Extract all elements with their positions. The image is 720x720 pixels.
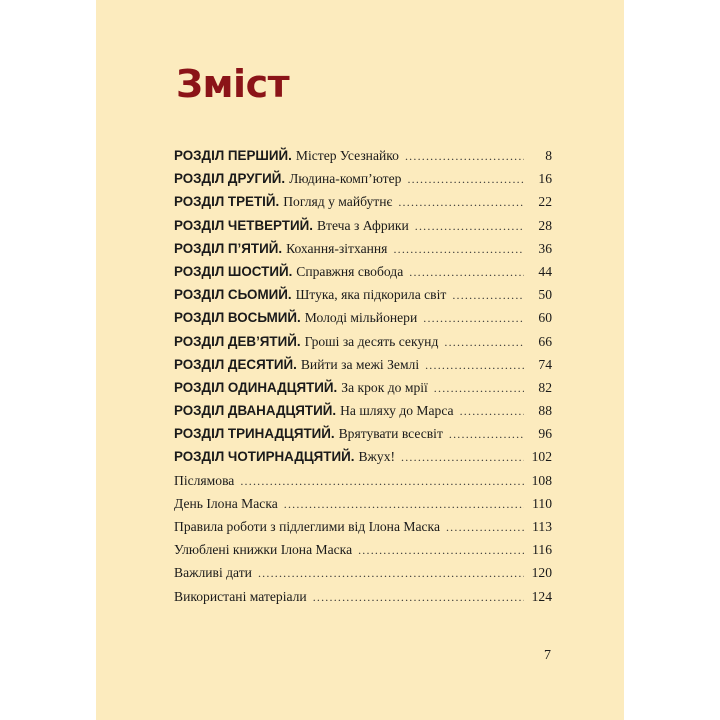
chapter-number: РОЗДІЛ СЬОМИЙ. bbox=[174, 287, 292, 303]
toc-entry bbox=[174, 589, 552, 612]
dot-leader bbox=[452, 288, 524, 303]
section-title: Післямова bbox=[174, 472, 235, 488]
chapter-number: РОЗДІЛ ТРЕТІЙ. bbox=[174, 194, 280, 210]
section-title: Важливі дати bbox=[174, 565, 252, 581]
chapter-title: Кохання-зітхання bbox=[286, 240, 388, 256]
chapter-number: РОЗДІЛ П’ЯТИЙ. bbox=[174, 240, 283, 256]
chapter-title: Молоді мільйонери bbox=[304, 310, 418, 326]
chapter-number: РОЗДІЛ ПЕРШИЙ. bbox=[174, 148, 292, 163]
chapter-title: Вийти за межі Землі bbox=[300, 356, 420, 372]
dot-leader bbox=[405, 149, 524, 164]
dot-leader bbox=[415, 219, 524, 234]
dot-leader bbox=[240, 474, 524, 489]
page-ref: 102 bbox=[531, 449, 552, 465]
chapter-number: РОЗДІЛ ЧОТИРНАДЦЯТИЙ. bbox=[174, 449, 355, 465]
page-ref: 96 bbox=[538, 426, 552, 442]
toc-entry bbox=[174, 496, 552, 519]
chapter-number: РОЗДІЛ ТРИНАДЦЯТИЙ. bbox=[174, 426, 335, 442]
toc-entry bbox=[174, 542, 552, 565]
page-ref: 74 bbox=[538, 356, 552, 372]
chapter-number: РОЗДІЛ ОДИНАДЦЯТИЙ. bbox=[174, 379, 338, 395]
toc-entry bbox=[174, 194, 552, 217]
page-ref: 66 bbox=[538, 333, 552, 349]
chapter-title: На шляху до Марса bbox=[340, 403, 454, 419]
page-ref: 88 bbox=[538, 403, 552, 419]
page-ref: 50 bbox=[538, 287, 552, 303]
toc-entry bbox=[174, 357, 552, 380]
toc-entry bbox=[174, 241, 552, 264]
dot-leader bbox=[313, 590, 524, 605]
page-ref: 28 bbox=[538, 217, 552, 233]
dot-leader bbox=[423, 311, 524, 326]
toc-entry bbox=[174, 403, 552, 426]
page-title: Зміст bbox=[176, 62, 290, 106]
chapter-number: РОЗДІЛ ДВАНАДЦЯТИЙ. bbox=[174, 403, 337, 419]
chapter-title: Вжух! bbox=[358, 449, 396, 465]
toc-entry bbox=[174, 310, 552, 333]
dot-leader bbox=[409, 265, 524, 280]
dot-leader bbox=[449, 427, 524, 442]
chapter-title: Врятувати всесвіт bbox=[338, 426, 443, 442]
dot-leader bbox=[444, 335, 524, 350]
page-ref: 16 bbox=[538, 171, 552, 187]
chapter-number: РОЗДІЛ ДРУГИЙ. bbox=[174, 171, 286, 187]
toc-entry bbox=[174, 380, 552, 403]
dot-leader bbox=[407, 172, 524, 187]
section-title: Використані матеріали bbox=[174, 588, 307, 604]
dot-leader bbox=[401, 450, 524, 465]
chapter-number: РОЗДІЛ ДЕСЯТИЙ. bbox=[174, 356, 297, 372]
dot-leader bbox=[284, 497, 524, 512]
page-number: 7 bbox=[544, 648, 551, 663]
chapter-title: Містер Усезнайко bbox=[295, 148, 399, 163]
chapter-number: РОЗДІЛ ДЕВ’ЯТИЙ. bbox=[174, 333, 301, 349]
section-title: Улюблені книжки Ілона Маска bbox=[174, 542, 353, 558]
section-title: Правила роботи з підлеглими від Ілона Маска bbox=[174, 519, 440, 534]
book-page bbox=[96, 0, 624, 720]
page-ref: 22 bbox=[538, 194, 552, 210]
page-ref: 116 bbox=[532, 542, 552, 558]
chapter-title: Людина-комп’ютер bbox=[289, 171, 402, 187]
page-ref: 44 bbox=[538, 263, 552, 279]
chapter-number: РОЗДІЛ ШОСТИЙ. bbox=[174, 263, 293, 279]
page-ref: 124 bbox=[531, 588, 552, 604]
section-title: День Ілона Маска bbox=[174, 495, 278, 511]
toc-entry bbox=[174, 519, 552, 542]
page-ref: 82 bbox=[538, 379, 552, 395]
dot-leader bbox=[460, 404, 524, 419]
toc-entry bbox=[174, 334, 552, 357]
toc-entry bbox=[174, 473, 552, 496]
toc-entry bbox=[174, 287, 552, 310]
toc-entry bbox=[174, 565, 552, 588]
toc-entry bbox=[174, 264, 552, 287]
dot-leader bbox=[398, 195, 524, 210]
page-ref: 8 bbox=[545, 148, 552, 163]
chapter-title: Втеча з Африки bbox=[316, 217, 409, 233]
chapter-number: РОЗДІЛ ВОСЬМИЙ. bbox=[174, 310, 301, 326]
page-ref: 120 bbox=[531, 565, 552, 581]
dot-leader bbox=[434, 381, 524, 396]
chapter-title: За крок до мрії bbox=[341, 379, 428, 395]
chapter-title: Штука, яка підкорила світ bbox=[295, 287, 447, 303]
toc-entry bbox=[174, 148, 552, 171]
chapter-title: Погляд у майбутнє bbox=[283, 194, 393, 210]
page-ref: 110 bbox=[532, 495, 552, 511]
page-ref: 36 bbox=[538, 240, 552, 256]
dot-leader bbox=[358, 543, 524, 558]
page-ref: 108 bbox=[531, 472, 552, 488]
chapter-number: РОЗДІЛ ЧЕТВЕРТИЙ. bbox=[174, 217, 313, 233]
page-ref: 113 bbox=[532, 519, 552, 534]
chapter-title: Справжня свобода bbox=[296, 263, 404, 279]
toc-entry bbox=[174, 171, 552, 194]
dot-leader bbox=[425, 358, 524, 373]
dot-leader bbox=[446, 520, 524, 535]
chapter-title: Гроші за десять секунд bbox=[304, 333, 439, 349]
table-of-contents bbox=[174, 148, 552, 612]
dot-leader bbox=[393, 242, 524, 257]
toc-entry bbox=[174, 449, 552, 472]
toc-entry bbox=[174, 218, 552, 241]
dot-leader bbox=[258, 566, 524, 581]
toc-entry bbox=[174, 426, 552, 449]
page-ref: 60 bbox=[538, 310, 552, 326]
